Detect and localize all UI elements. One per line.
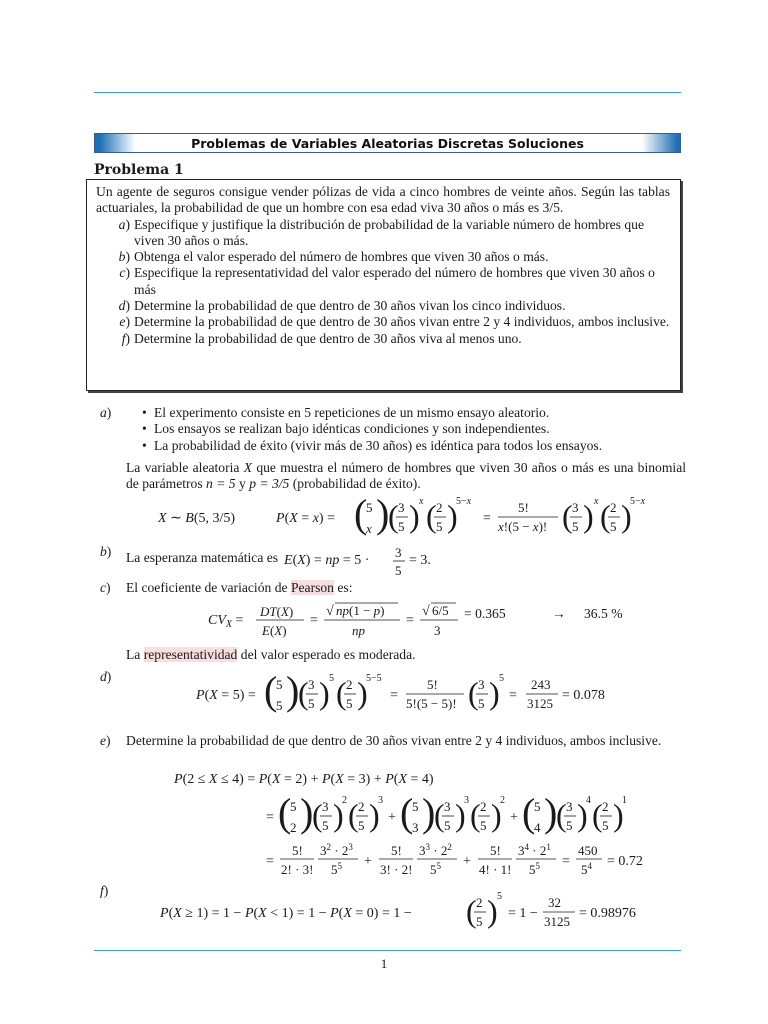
pearson-highlight: Pearson	[290, 580, 334, 596]
solution-b: b) La esperanza matemática es E(X) = np = 5 · 3 5 = 3.	[100, 544, 685, 578]
svg-text:(: (	[400, 790, 414, 836]
svg-text:): )	[613, 797, 624, 834]
svg-text:3: 3	[308, 677, 315, 693]
p-at-least-one-formula	[126, 883, 686, 937]
solution-e: e) Determine la probabilidad de que dentro de 30 años vivan entre 2 y 4 individuos, ambos inclusive. P(2 ≤ X ≤ 4) = P(X = 2) + P(X = 3) + P(X = 4) = ( 5 2 ) ( 3 5 ) 2 ( 2 5 ) 3 + ( 5 3 ) ( 3 5 ) 3 ( 2 5 ) 2 + ( 5 4 ) ( 3 5 ) 4 ( 2 5 ) 1 = 5! 2! · 3! $3^2 \cdot 2^3$ $5^5$ + 5! 3! · 2! $3^3 \cdot 2^2$ $5^5$ + 5! 4! · 1! $3^4 \cdot 2^1$ $5^5$ = 450 $5^4$ = 0.72	[100, 733, 685, 881]
svg-text:DT(X): DT(X)	[260, 603, 294, 619]
solutions	[100, 405, 685, 937]
arrow-icon: →	[552, 605, 566, 621]
svg-text:5: 5	[497, 891, 502, 903]
svg-text:3125: 3125	[544, 914, 570, 930]
svg-text:5: 5	[366, 500, 373, 516]
svg-text:55: $5^5$	[331, 861, 342, 878]
problem-item-e: e) Determine la probabilidad de que dentro de 30 años vivan entre 2 y 4 individuos, ambos inclusive.	[119, 314, 670, 330]
svg-text:3: 3	[378, 795, 383, 807]
svg-text:): )	[577, 797, 588, 834]
svg-text:5: 5	[476, 914, 483, 930]
svg-text:): )	[300, 790, 314, 836]
svg-text:(: (	[278, 790, 292, 836]
problem-heading: Problema 1	[94, 162, 184, 178]
solution-c: c) El coeficiente de variación de Pearson es: $CV_X$ = DT(X) E(X) = √ np(1 − p) np = √ 6/5 3 = 0.365 → 36.5 % La representatividad del valor esperado es moderada.	[100, 580, 685, 663]
svg-text:3! · 2!: 3! · 2!	[380, 862, 413, 878]
d-result: = 0.078	[562, 688, 605, 704]
svg-text:5: 5	[436, 519, 443, 535]
svg-text:): )	[376, 492, 390, 537]
svg-text:5: 5	[602, 818, 609, 834]
svg-text:P(X = x) =: P(X = x) =	[276, 511, 335, 527]
svg-text:4: 4	[586, 795, 591, 807]
svg-text:3: 3	[572, 500, 579, 516]
svg-text:=: =	[266, 854, 274, 870]
svg-text:3: 3	[566, 799, 573, 815]
solution-f: f) P(X ≥ 1) = 1 − P(X < 1) = 1 − P(X = 0) = 1 − ( 2 5 ) 5 = 1 − 32 3125 = 0.98976	[100, 883, 685, 937]
svg-text:2: 2	[476, 895, 483, 911]
svg-text:2: 2	[358, 799, 365, 815]
svg-text:=: =	[310, 612, 318, 628]
problem-item-f: f) Determine la probabilidad de que dentro de 30 años viva al menos uno.	[121, 330, 522, 346]
svg-text:x: x	[366, 521, 372, 537]
svg-text:2! · 3!: 2! · 3!	[281, 862, 314, 878]
svg-text:5: 5	[444, 818, 451, 834]
svg-text:55: $5^5$	[529, 861, 540, 878]
svg-text:=: =	[509, 688, 517, 704]
problem-item-a: a) Especifique y justifique la distribución de probabilidad de la variable número de hombres que viven 30 años o más.	[118, 216, 644, 248]
svg-text:+: +	[388, 810, 396, 826]
svg-text:2: 2	[436, 500, 443, 516]
svg-text:(: (	[556, 797, 567, 834]
svg-text:(: (	[388, 498, 399, 535]
problem-item-b: b) Obtenga el valor esperado del número de hombres que viven 30 años o más.	[118, 249, 549, 265]
svg-text:5: 5	[572, 519, 579, 535]
svg-text:+: +	[364, 854, 372, 870]
svg-text:5−5: 5−5	[366, 673, 382, 685]
svg-text:(: (	[348, 797, 359, 834]
svg-text:243: 243	[531, 677, 551, 693]
svg-text:X ∼ B(5, 3/5): X ∼ B(5, 3/5)	[158, 511, 236, 527]
svg-text:2: 2	[290, 820, 297, 836]
svg-text:55: $5^5$	[430, 861, 441, 878]
svg-text:5!: 5!	[518, 500, 529, 516]
svg-text:32: 32	[548, 895, 561, 911]
svg-text:x: x	[594, 496, 599, 508]
p-range-formula	[126, 749, 686, 881]
document-title: Problemas de Variables Aleatorias Discretas Soluciones	[191, 135, 584, 151]
svg-text:5−x: 5−x	[456, 496, 472, 508]
svg-text:(: (	[592, 797, 603, 834]
svg-text:(: (	[522, 790, 536, 836]
svg-text:3: 3	[322, 799, 329, 815]
solution-d: d) P(X = 5) = ( 5 5 ) ( 3 5 ) 5 ( 2 5 ) 5−5 = 5! 5!(5 − 5)! ( 3 5 ) 5 = 243 3125 = 0.078	[100, 669, 685, 723]
svg-text:): )	[455, 797, 466, 834]
svg-text:1: 1	[622, 795, 627, 807]
svg-text:5: 5	[322, 818, 329, 834]
svg-text:3: 3	[412, 820, 419, 836]
svg-text:5: 5	[566, 818, 573, 834]
svg-text:2: 2	[480, 799, 487, 815]
problem-statement-box	[86, 179, 681, 391]
svg-text:5: 5	[276, 677, 283, 693]
svg-text:=: =	[562, 854, 570, 870]
problem-intro: Un agente de seguros consigue vender pólizas de vida a cinco hombres de veinte años. Según las tablas actuariales, la probabilidad de que un hombre con esa edad viva 30 años o más es 3/5.	[96, 184, 670, 216]
svg-text:54: $5^4$	[581, 861, 592, 878]
svg-text:5: 5	[478, 696, 485, 712]
svg-text:3: 3	[444, 799, 451, 815]
bottom-rule	[94, 950, 681, 951]
svg-text:√: √	[326, 603, 334, 619]
svg-text:5!: 5!	[490, 843, 501, 859]
svg-text:): )	[369, 797, 380, 834]
svg-text:CVX =: $CV_X$ =	[208, 612, 244, 630]
svg-text:): )	[583, 498, 594, 535]
representatividad-highlight: representatividad	[143, 646, 238, 662]
svg-text:= 1 −: = 1 −	[508, 906, 538, 922]
binomial-formula	[126, 492, 686, 542]
svg-text:(: (	[312, 797, 323, 834]
bullet-item: • La probabilidad de éxito (vivir más de 30 años) es idéntica para todos los ensayos.	[142, 438, 686, 454]
svg-text:=: =	[266, 810, 274, 826]
solution-b-text: La esperanza matemática es	[126, 550, 279, 566]
cv-percent: 36.5 %	[584, 605, 623, 621]
svg-text:P(2 ≤ X ≤ 4) = P(X = 2) + P(X: P(2 ≤ X ≤ 4) = P(X = 2) + P(X = 3) + P(X = 4)	[174, 772, 434, 788]
svg-text:3: 3	[478, 677, 485, 693]
svg-text:(: (	[298, 675, 309, 712]
svg-text:5: 5	[276, 698, 283, 714]
svg-text:5: 5	[329, 673, 334, 685]
svg-text:): )	[286, 669, 300, 714]
f-result: = 0.98976	[579, 906, 636, 922]
svg-text:2: 2	[346, 677, 353, 693]
svg-text:5!(5 − 5)!: 5!(5 − 5)!	[406, 696, 457, 712]
svg-text:5!: 5!	[292, 843, 303, 859]
svg-text:(: (	[426, 498, 437, 535]
solution-a: a) • El experimento consiste en 5 repeticiones de un mismo ensayo aleatorio. • Los ensayos se realizan bajo idénticas condiciones y son independientes. • La probabilidad de éxito (vivir más de 30 años) es idéntica para todos los ensayos. La variable aleatoria X que muestra el número de hombres que viven 30 años o más es una binomial de parámetros n = 5 y p = 3/5 (probabilidad de éxito). X ∼ B(5, 3/5) P(X = x) = ( 5 x ) ( 3 5 ) x ( 2 5 ) 5−x = 5! x!(5 − x)! ( 3 5 ) x ( 2 5 ) 5−x	[100, 405, 685, 542]
svg-text:5: 5	[480, 818, 487, 834]
svg-text:): )	[319, 675, 330, 712]
svg-text:5: 5	[290, 799, 297, 815]
svg-text:(: (	[562, 498, 573, 535]
svg-text:2: 2	[602, 799, 609, 815]
svg-text:): )	[489, 675, 500, 712]
svg-text:(: (	[600, 498, 611, 535]
svg-text:): )	[333, 797, 344, 834]
svg-text:): )	[491, 797, 502, 834]
svg-text:5: 5	[358, 818, 365, 834]
svg-text:33 · 22: $3^3 \cdot 2^2$	[419, 842, 452, 859]
svg-text:3: 3	[394, 545, 401, 561]
svg-text:(: (	[468, 675, 479, 712]
solution-a-bullets	[126, 405, 686, 454]
svg-text:E(X) = np = 5 ·: E(X) = np = 5 ·	[283, 553, 369, 569]
svg-text:=: =	[390, 688, 398, 704]
svg-text:5: 5	[499, 673, 504, 685]
svg-text:32 · 23: $3^2 \cdot 2^3$	[320, 842, 353, 859]
svg-text:3: 3	[398, 500, 405, 516]
svg-text:P(X ≥ 1) = 1 − P(X < 1) = 1 −: P(X ≥ 1) = 1 − P(X < 1) = 1 − P(X = 0) = 1 −	[160, 906, 412, 922]
svg-text:(: (	[264, 669, 278, 714]
expectation-formula	[282, 544, 462, 578]
svg-text:(: (	[336, 675, 347, 712]
svg-text:4! · 1!: 4! · 1!	[479, 862, 512, 878]
svg-text:): )	[447, 498, 458, 535]
svg-text:5: 5	[534, 799, 541, 815]
svg-text:√: √	[422, 603, 430, 619]
solution-a-paragraph: La variable aleatoria X que muestra el número de hombres que viven 30 años o más es una binomial de parámetros n = 5 y p = 3/5 (probabilidad de éxito).	[126, 459, 687, 492]
svg-text:): )	[422, 790, 436, 836]
solution-c-conclusion: La representatividad del valor esperado es moderada.	[126, 646, 416, 662]
svg-text:5: 5	[346, 696, 353, 712]
svg-text:2: 2	[610, 500, 617, 516]
svg-text:): )	[487, 893, 498, 930]
svg-text:5: 5	[394, 563, 401, 579]
svg-text:5: 5	[412, 799, 419, 815]
svg-text:5!: 5!	[391, 843, 402, 859]
svg-text:(: (	[466, 893, 477, 930]
svg-text:34 · 21: $3^4 \cdot 2^1$	[518, 842, 551, 859]
svg-text:): )	[621, 498, 632, 535]
svg-text:+: +	[510, 810, 518, 826]
svg-text:): )	[357, 675, 368, 712]
svg-text:(: (	[470, 797, 481, 834]
svg-text:3: 3	[434, 622, 441, 638]
svg-text:6/5: 6/5	[432, 602, 449, 618]
svg-text:(: (	[354, 492, 368, 537]
svg-text:): )	[544, 790, 558, 836]
svg-text:2: 2	[342, 795, 347, 807]
p-five-formula	[126, 669, 686, 723]
svg-text:np(1 − p): np(1 − p)	[336, 602, 385, 618]
document-title-bar	[94, 133, 681, 153]
svg-text:450: 450	[578, 843, 598, 859]
svg-text:=: =	[483, 511, 491, 527]
svg-text:): )	[409, 498, 420, 535]
svg-text:3: 3	[464, 795, 469, 807]
problem-item-d: d) Determine la probabilidad de que dentro de 30 años vivan los cinco individuos.	[118, 298, 566, 314]
cv-result: = 0.365	[464, 605, 506, 621]
bullet-item: • Los ensayos se realizan bajo idénticas condiciones y son independientes.	[142, 421, 686, 437]
svg-text:E(X): E(X)	[262, 622, 287, 638]
solution-e-text: Determine la probabilidad de que dentro de 30 años vivan entre 2 y 4 individuos, ambos inclusive.	[126, 733, 662, 749]
svg-text:4: 4	[534, 820, 541, 836]
svg-text:5−x: 5−x	[630, 496, 646, 508]
bullet-item: • El experimento consiste en 5 repeticiones de un mismo ensayo aleatorio.	[142, 405, 686, 421]
svg-text:2: 2	[500, 795, 505, 807]
svg-text:=: =	[406, 612, 414, 628]
svg-text:x!(5 − x)!: x!(5 − x)!	[498, 519, 548, 535]
svg-text:= 3.: = 3.	[408, 553, 431, 569]
problem-item-c: c) Especifique la representatividad del valor esperado del número de hombres que viven 30 años o más	[119, 265, 655, 297]
svg-text:5: 5	[610, 519, 617, 535]
svg-text:x: x	[419, 496, 424, 508]
svg-text:5: 5	[308, 696, 315, 712]
page-number: 1	[380, 956, 388, 971]
svg-text:5: 5	[398, 519, 405, 535]
svg-text:np: np	[352, 622, 365, 638]
problem-items	[96, 217, 670, 347]
top-rule	[94, 92, 681, 93]
e-result: = 0.72	[607, 854, 643, 870]
svg-text:5!: 5!	[427, 677, 438, 693]
svg-text:P(X = 5) =: P(X = 5) =	[196, 688, 256, 704]
svg-text:(: (	[434, 797, 445, 834]
svg-text:3125: 3125	[527, 696, 553, 712]
svg-text:+: +	[463, 854, 471, 870]
